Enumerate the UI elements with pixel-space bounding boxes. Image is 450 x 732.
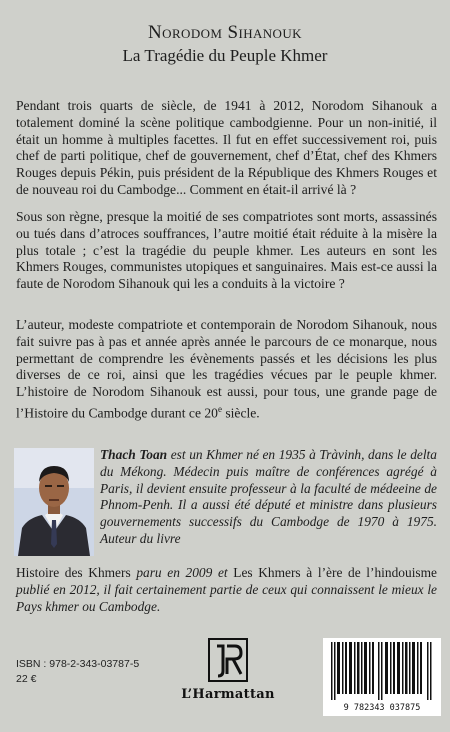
barcode-number: 9 782343 037875: [343, 703, 421, 713]
price-text: 22 €: [16, 673, 37, 685]
book-reference-2: Les Khmers à l’ère de l’hindouisme: [233, 565, 437, 580]
book-reference-1: Histoire des Khmers: [16, 565, 131, 580]
blurb-paragraph-3-end: siècle.: [221, 405, 260, 421]
author-bio-continued: [16, 565, 437, 615]
barcode-icon: [323, 638, 441, 702]
publisher-name: L’Harmattan: [181, 687, 275, 702]
author-portrait-icon: [14, 448, 94, 556]
author-bio-part-2: paru en 2009 et: [130, 565, 234, 580]
author-bio-part-3: publié en 2012, il fait certainement partie de ceux qui connaissent le mieux le Pays khmer ou Cambodge.: [16, 581, 437, 614]
blurb-paragraph-2: Sous son règne, presque la moitié de ses compatriotes sont morts, assassinés ou tués dans d’atroces souffrances, l’autre moitié était réduite à la misère la plus totale ; c’est la tragédie du peuple khmer. Les auteurs en sont les Khmers Rouges, communistes utopiques et sanguinaires. Mais est-ce aussi la faute de Norodom Sihanouk qui les a conduits à la victoire ?: [16, 209, 437, 292]
century-superscript: e: [217, 403, 222, 414]
blurb-paragraph-1: Pendant trois quarts de siècle, de 1941 à 2012, Norodom Sihanouk a totalement dominé la scène politique cambodgienne. Pour un non-initié, il était un homme à multiples facettes. Il fut en effet successivement roi, puis chef de parti politique, chef de gouvernement, chef d’État, chef des Khmers Rouges depuis Pékin, puis président de la République des Khmers Rouges et de nouveau roi du Cambodge... Comment en était-il arrivé là ?: [16, 98, 437, 197]
blurb-paragraph-3-text: L’auteur, modeste compatriote et contemporain de Norodom Sihanouk, nous fait suivre pas à pas et année après année le parcours de ce monarque, nous permettant de comprendre les évènements passés et les décisions les plus diverses de ce roi, ainsi que les tragédies vécues par le peuple khmer. L’histoire de Norodom Sihanouk est aussi, pour tous, une grande page de l’Histoire du Cambodge durant ce 20: [16, 317, 437, 421]
blurb-paragraph-3: [16, 317, 437, 422]
author-bio-part-1: est un Khmer né en 1935 à Tràvinh, dans le delta du Mékong. Médecin puis maître de conférences agrégé à Paris, il devient ensuite professeur à la faculté de médeeine de Phnom-Penh. Il a aussi été député et ministre dans plusieurs gouvernements successifs du Cambodge de 1970 à 1975. Auteur du livre: [100, 447, 437, 546]
publisher-logo-icon: [208, 638, 248, 682]
book-title: Norodom Sihanouk: [148, 22, 302, 43]
author-photo: [14, 448, 94, 556]
book-subtitle: La Tragédie du Peuple Khmer: [122, 46, 328, 65]
isbn-text: ISBN : 978-2-343-03787-5: [16, 658, 140, 670]
author-bio: [100, 447, 437, 548]
author-name: Thach Toan: [100, 447, 168, 462]
